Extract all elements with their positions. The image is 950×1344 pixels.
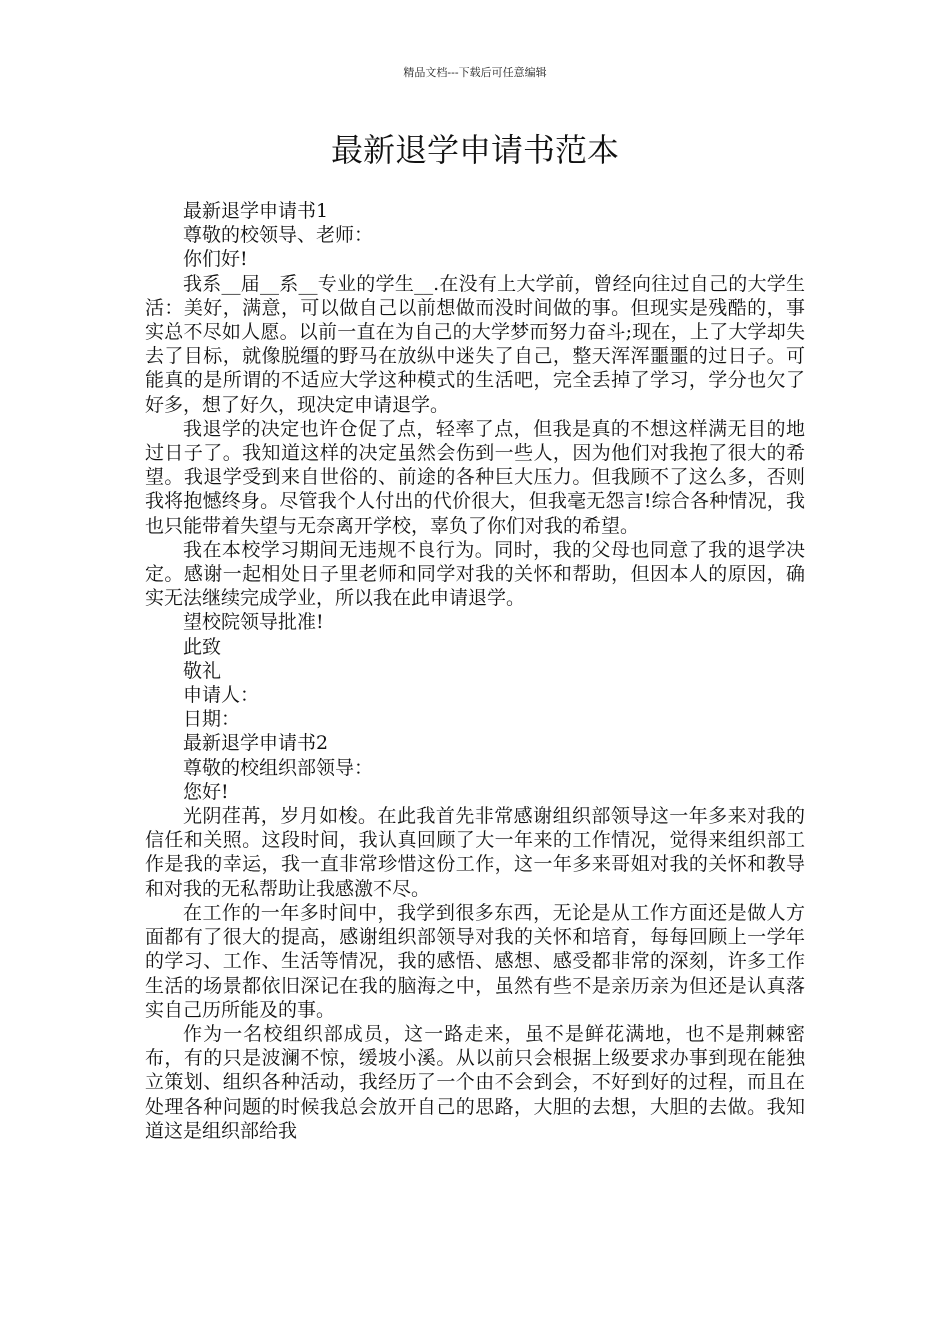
body-paragraph: 在工作的一年多时间中，我学到很多东西，无论是从工作方面还是做人方面都有了很大的提高，感谢组织部领导对我的关怀和培育，每每回顾上一学年的学习、工作、生活等情况，我的感悟、感想、感受都非常的深刻，许多工作生活的场景都依旧深记在我的脑海之中，虽然有些不是亲历亲为但还是认真落实自己历所能及的事。 [145,901,805,1021]
body-paragraph: 我退学的决定也许仓促了点，轻率了点，但我是真的不想这样满无目的地过日子了。我知道这样的决定虽然会伤到一些人，因为他们对我抱了很大的希望。我退学受到来自世俗的、前途的各种巨大压力。但我顾不了这么多，否则我将抱憾终身。尽管我个人付出的代价很大，但我毫无怨言!综合各种情况，我也只能带着失望与无奈离开学校，辜负了你们对我的希望。 [145,417,805,537]
salutation-2: 尊敬的校组织部领导： [183,756,374,779]
greeting-1: 你们好! [183,248,248,271]
closing-line: 此致 [183,635,222,658]
body-paragraph: 作为一名校组织部成员，这一路走来，虽不是鲜花满地，也不是荆棘密布，有的只是波澜不惊，缓坡小溪。从以前只会根据上级要求办事到现在能独立策划、组织各种活动，我经历了一个由不会到会，不好到好的过程，而且在处理各种问题的时候我总会放开自己的思路，大胆的去想，大胆的去做。我知道这是组织部给我 [145,1022,805,1142]
date-line: 日期： [183,708,241,731]
closing-regards: 敬礼 [183,659,222,682]
document-body [145,199,805,1143]
section-heading-1: 最新退学申请书1 [183,200,329,222]
applicant-line: 申请人： [183,684,260,707]
greeting-2: 您好! [183,780,229,803]
document-title: 最新退学申请书范本 [330,131,619,169]
body-paragraph: 光阴荏苒，岁月如梭。在此我首先非常感谢组织部领导这一年多来对我的信任和关照。这段时间，我认真回顾了大一年来的工作情况，觉得来组织部工作是我的幸运，我一直非常珍惜这份工作，这一年多来哥姐对我的关怀和教导和对我的无私帮助让我感激不尽。 [145,805,805,900]
body-paragraph: 我系__届__系__专业的学生__.在没有上大学前，曾经向往过自己的大学生活：美好，满意，可以做自己以前想做而没时间做的事。但现实是残酷的，事实总不尽如人愿。以前一直在为自己的大学梦而努力奋斗;现在，上了大学却失去了目标，就像脱缰的野马在放纵中迷失了自己，整天浑浑噩噩的过日子。可能真的是所谓的不适应大学这种模式的生活吧，完全丢掉了学习，学分也欠了好多，想了好久，现决定申请退学。 [145,272,805,416]
header-note: 精品文档---下载后可任意编辑 [403,66,547,79]
section-heading-2: 最新退学申请书2 [183,732,329,755]
salutation-1: 尊敬的校领导、老师： [183,224,374,247]
body-paragraph: 我在本校学习期间无违规不良行为。同时，我的父母也同意了我的退学决定。感谢一起相处日子里老师和同学对我的关怀和帮助，但因本人的原因，确实无法继续完成学业，所以我在此申请退学。 [145,538,805,610]
request-line: 望校院领导批准! [183,611,324,634]
